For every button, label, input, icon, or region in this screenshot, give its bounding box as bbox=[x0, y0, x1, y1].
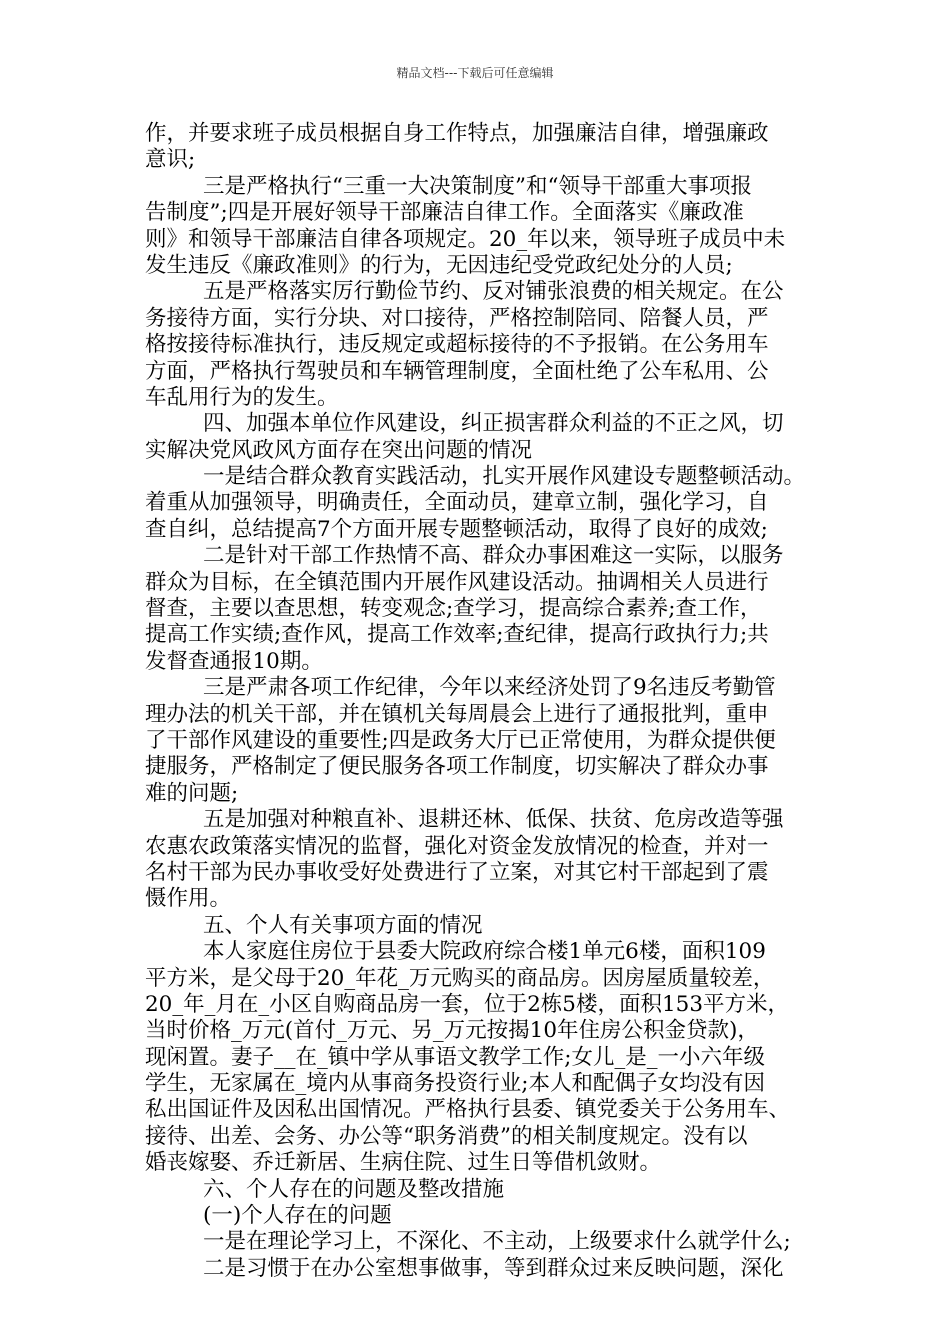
text-line: 三是严肃各项工作纪律，今年以来经济处罚了9名违反考勤管 bbox=[203, 675, 776, 701]
text-line: 五、个人有关事项方面的情况 bbox=[203, 912, 483, 938]
text-line: 车乱用行为的发生。 bbox=[145, 384, 339, 410]
text-line: 五是加强对种粮直补、退耕还林、低保、扶贫、危房改造等强 bbox=[203, 807, 784, 833]
text-line: 三是严格执行“三重一大决策制度”和“领导干部重大事项报 bbox=[203, 173, 752, 199]
text-line: 方面，严格执行驾驶员和车辆管理制度，全面杜绝了公车私用、公 bbox=[145, 358, 769, 384]
text-line: 现闲置。妻子__在_镇中学从事语文教学工作;女儿_是_一小六年级 bbox=[145, 1044, 765, 1070]
text-line: 婚丧嫁娶、乔迁新居、生病住院、过生日等借机敛财。 bbox=[145, 1150, 662, 1176]
text-line: 20_年_月在_小区自购商品房一套，位于2栋5楼，面积153平方米， bbox=[145, 991, 790, 1017]
text-line: 捷服务，严格制定了便民服务各项工作制度，切实解决了群众办事 bbox=[145, 754, 769, 780]
text-line: 提高工作实绩;查作风，提高工作效率;查纪律，提高行政执行力;共 bbox=[145, 622, 769, 648]
text-line: 二是习惯于在办公室想事做事，等到群众过来反映问题，深化 bbox=[203, 1255, 784, 1281]
text-line: 群众为目标，在全镇范围内开展作风建设活动。抽调相关人员进行 bbox=[145, 569, 769, 595]
page-header: 精品文档---下载后可任意编辑 bbox=[396, 66, 554, 80]
text-line: 意识; bbox=[145, 147, 196, 173]
text-line: 发生违反《廉政准则》的行为，无因违纪受党政纪处分的人员; bbox=[145, 252, 733, 278]
text-line: 务接待方面，实行分块、对口接待，严格控制陪同、陪餐人员，严 bbox=[145, 305, 769, 331]
text-line: 四、加强本单位作风建设，纠正损害群众利益的不正之风，切 bbox=[203, 411, 784, 437]
text-line: 督查，主要以查思想，转变观念;查学习，提高综合素养;查工作， bbox=[145, 596, 762, 622]
text-line: 慑作用。 bbox=[145, 886, 232, 912]
text-line: 六、个人存在的问题及整改措施 bbox=[203, 1176, 505, 1202]
text-line: 着重从加强领导，明确责任，全面动员，建章立制，强化学习，自 bbox=[145, 490, 769, 516]
text-line: 名村干部为民办事收受好处费进行了立案，对其它村干部起到了震 bbox=[145, 859, 769, 885]
text-line: 二是针对干部工作热情不高、群众办事困难这一实际，以服务 bbox=[203, 543, 784, 569]
text-line: 难的问题; bbox=[145, 780, 239, 806]
text-line: 发督查通报10期。 bbox=[145, 648, 323, 674]
text-line: 了干部作风建设的重要性;四是政务大厅已正常使用，为群众提供便 bbox=[145, 727, 776, 753]
text-line: 五是严格落实厉行勤俭节约、反对铺张浪费的相关规定。在公 bbox=[203, 279, 784, 305]
text-line: 农惠农政策落实情况的监督，强化对资金发放情况的检查，并对一 bbox=[145, 833, 769, 859]
text-line: 一是结合群众教育实践活动，扎实开展作风建设专题整顿活动。 bbox=[203, 464, 806, 490]
text-line: 则》和领导干部廉洁自律各项规定。20_年以来，领导班子成员中未 bbox=[145, 226, 786, 252]
text-line: 私出国证件及因私出国情况。严格执行县委、镇党委关于公务用车、 bbox=[145, 1097, 791, 1123]
text-line: 接待、出差、会务、办公等“职务消费”的相关制度规定。没有以 bbox=[145, 1123, 748, 1149]
document-body bbox=[145, 121, 825, 1282]
text-line: 查自纠，总结提高7个方面开展专题整顿活动，取得了良好的成效; bbox=[145, 516, 768, 542]
text-line: 告制度”;四是开展好领导干部廉洁自律工作。全面落实《廉政准 bbox=[145, 200, 744, 226]
text-line: 实解决党风政风方面存在突出问题的情况 bbox=[145, 437, 533, 463]
text-line: 一是在理论学习上，不深化、不主动，上级要求什么就学什么; bbox=[203, 1229, 791, 1255]
text-line: 理办法的机关干部，并在镇机关每周晨会上进行了通报批判，重申 bbox=[145, 701, 769, 727]
text-line: 平方米，是父母于20_年花_万元购买的商品房。因房屋质量较差， bbox=[145, 965, 775, 991]
text-line: 当时价格_万元(首付_万元、另_万元按揭10年住房公积金贷款)， bbox=[145, 1018, 759, 1044]
text-line: 学生，无家属在_境内从事商务投资行业;本人和配偶子女均没有因 bbox=[145, 1071, 765, 1097]
text-line: 本人家庭住房位于县委大院政府综合楼1单元6楼，面积109 bbox=[203, 939, 766, 965]
text-line: (一)个人存在的问题 bbox=[203, 1203, 392, 1229]
text-line: 格按接待标准执行，违反规定或超标接待的不予报销。在公务用车 bbox=[145, 332, 769, 358]
text-line: 作，并要求班子成员根据自身工作特点，加强廉洁自律，增强廉政 bbox=[145, 121, 769, 146]
